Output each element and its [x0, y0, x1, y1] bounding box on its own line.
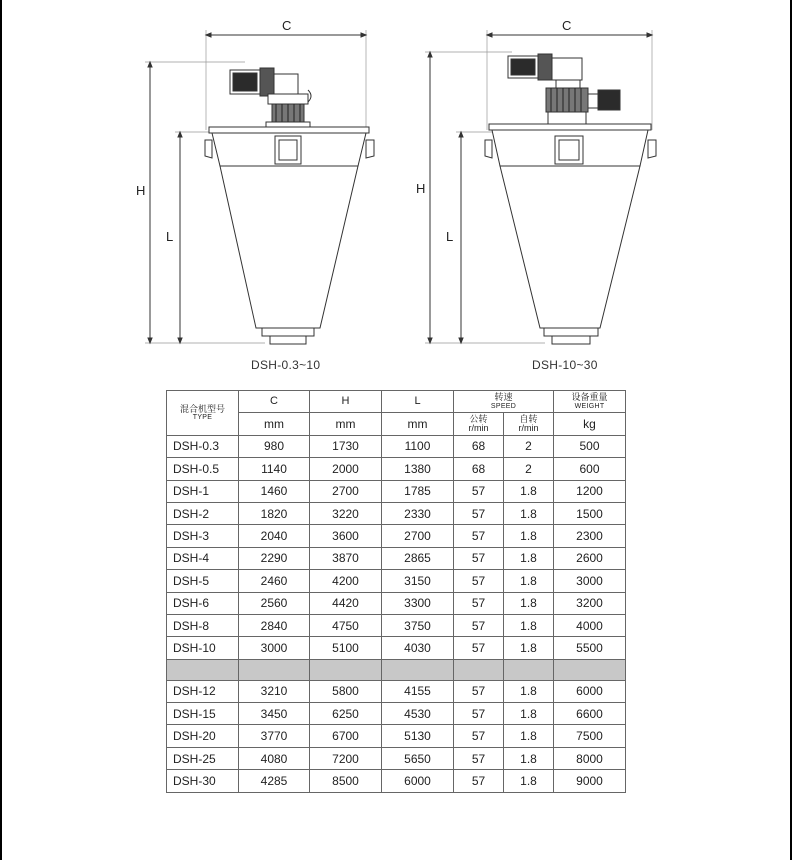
cell-l: 1785 [382, 480, 454, 502]
cell-type: DSH-15 [167, 703, 239, 725]
separator-cell [554, 659, 626, 680]
table-row [167, 637, 626, 659]
cell-l: 2330 [382, 502, 454, 524]
table-row [167, 435, 626, 457]
cell-revolution: 57 [454, 703, 504, 725]
cell-weight: 3000 [554, 570, 626, 592]
dim-l-label-left: L [166, 229, 174, 244]
table-row [167, 502, 626, 524]
table-row [167, 703, 626, 725]
cell-c: 2560 [239, 592, 310, 614]
cell-h: 2700 [310, 480, 382, 502]
cell-weight: 2300 [554, 525, 626, 547]
cell-type: DSH-25 [167, 747, 239, 769]
cell-type: DSH-30 [167, 770, 239, 792]
cell-weight: 1500 [554, 502, 626, 524]
header-weight: 设备重量 WEIGHT [554, 391, 626, 413]
cell-type: DSH-12 [167, 680, 239, 702]
separator-cell [167, 659, 239, 680]
unit-weight: kg [554, 413, 626, 435]
cell-c: 1140 [239, 458, 310, 480]
cell-l: 6000 [382, 770, 454, 792]
cell-revolution: 68 [454, 458, 504, 480]
cell-type: DSH-20 [167, 725, 239, 747]
cell-l: 5130 [382, 725, 454, 747]
cell-h: 5100 [310, 637, 382, 659]
spec-table [166, 390, 626, 793]
cell-revolution: 68 [454, 435, 504, 457]
separator-row [167, 659, 626, 680]
cell-h: 4420 [310, 592, 382, 614]
cell-c: 3000 [239, 637, 310, 659]
cell-c: 2040 [239, 525, 310, 547]
cell-revolution: 57 [454, 680, 504, 702]
cell-weight: 8000 [554, 747, 626, 769]
cell-revolution: 57 [454, 570, 504, 592]
cell-type: DSH-5 [167, 570, 239, 592]
cell-h: 5800 [310, 680, 382, 702]
cell-rotation: 1.8 [504, 680, 554, 702]
dim-h-label-left: H [136, 183, 146, 198]
technical-drawings [0, 0, 792, 385]
cell-c: 4080 [239, 747, 310, 769]
cell-weight: 500 [554, 435, 626, 457]
cell-rotation: 1.8 [504, 725, 554, 747]
header-h: H [310, 391, 382, 413]
table-row [167, 458, 626, 480]
cell-revolution: 57 [454, 614, 504, 636]
cell-rotation: 1.8 [504, 770, 554, 792]
cell-revolution: 57 [454, 637, 504, 659]
cell-rotation: 1.8 [504, 502, 554, 524]
table-row [167, 480, 626, 502]
cell-l: 4155 [382, 680, 454, 702]
cell-l: 3300 [382, 592, 454, 614]
unit-l: mm [382, 413, 454, 435]
dim-h-label-right: H [416, 181, 426, 196]
cell-l: 5650 [382, 747, 454, 769]
cell-weight: 6600 [554, 703, 626, 725]
cell-weight: 9000 [554, 770, 626, 792]
cell-c: 4285 [239, 770, 310, 792]
cell-type: DSH-3 [167, 525, 239, 547]
cell-l: 1100 [382, 435, 454, 457]
separator-cell [310, 659, 382, 680]
cell-rotation: 1.8 [504, 525, 554, 547]
header-c: C [239, 391, 310, 413]
cell-type: DSH-1 [167, 480, 239, 502]
cell-c: 980 [239, 435, 310, 457]
unit-revolution: 公转 r/min [454, 413, 504, 435]
cell-type: DSH-0.5 [167, 458, 239, 480]
header-type: 混合机型号 TYPE [167, 391, 239, 436]
cell-h: 6700 [310, 725, 382, 747]
cell-c: 3450 [239, 703, 310, 725]
unit-c: mm [239, 413, 310, 435]
cell-rotation: 1.8 [504, 480, 554, 502]
cell-type: DSH-6 [167, 592, 239, 614]
cell-rotation: 2 [504, 435, 554, 457]
cell-revolution: 57 [454, 547, 504, 569]
caption-right: DSH-10~30 [532, 358, 598, 372]
cell-h: 7200 [310, 747, 382, 769]
cell-h: 8500 [310, 770, 382, 792]
table-row [167, 525, 626, 547]
cell-c: 2460 [239, 570, 310, 592]
header-speed: 转速 SPEED [454, 391, 554, 413]
dim-c-label-right: C [562, 18, 572, 33]
cell-h: 3220 [310, 502, 382, 524]
cell-weight: 3200 [554, 592, 626, 614]
separator-cell [454, 659, 504, 680]
cell-c: 1460 [239, 480, 310, 502]
cell-revolution: 57 [454, 480, 504, 502]
cell-type: DSH-4 [167, 547, 239, 569]
cell-h: 4200 [310, 570, 382, 592]
cell-revolution: 57 [454, 525, 504, 547]
cell-weight: 1200 [554, 480, 626, 502]
table-row [167, 592, 626, 614]
drawing-left [145, 30, 374, 344]
cell-type: DSH-2 [167, 502, 239, 524]
cell-h: 4750 [310, 614, 382, 636]
cell-rotation: 1.8 [504, 614, 554, 636]
cell-rotation: 1.8 [504, 592, 554, 614]
cell-l: 1380 [382, 458, 454, 480]
unit-rotation: 自转 r/min [504, 413, 554, 435]
cell-type: DSH-8 [167, 614, 239, 636]
cell-h: 3600 [310, 525, 382, 547]
cell-h: 3870 [310, 547, 382, 569]
cell-l: 3150 [382, 570, 454, 592]
header-l: L [382, 391, 454, 413]
unit-h: mm [310, 413, 382, 435]
cell-c: 3770 [239, 725, 310, 747]
cell-rotation: 1.8 [504, 703, 554, 725]
cell-weight: 6000 [554, 680, 626, 702]
table-row [167, 614, 626, 636]
table-row [167, 570, 626, 592]
dim-l-label-right: L [446, 229, 454, 244]
cell-l: 3750 [382, 614, 454, 636]
cell-l: 2700 [382, 525, 454, 547]
table-row [167, 725, 626, 747]
cell-weight: 4000 [554, 614, 626, 636]
cell-l: 4530 [382, 703, 454, 725]
cell-l: 2865 [382, 547, 454, 569]
cell-c: 2840 [239, 614, 310, 636]
cell-revolution: 57 [454, 502, 504, 524]
cell-weight: 2600 [554, 547, 626, 569]
cell-l: 4030 [382, 637, 454, 659]
cell-rotation: 1.8 [504, 747, 554, 769]
cell-h: 1730 [310, 435, 382, 457]
cell-revolution: 57 [454, 747, 504, 769]
cell-revolution: 57 [454, 725, 504, 747]
table-row [167, 680, 626, 702]
cell-weight: 600 [554, 458, 626, 480]
dim-c-label-left: C [282, 18, 292, 33]
separator-cell [504, 659, 554, 680]
separator-cell [239, 659, 310, 680]
separator-cell [382, 659, 454, 680]
cell-rotation: 1.8 [504, 570, 554, 592]
cell-c: 1820 [239, 502, 310, 524]
cell-revolution: 57 [454, 592, 504, 614]
table-row [167, 770, 626, 792]
table-row [167, 747, 626, 769]
cell-rotation: 1.8 [504, 547, 554, 569]
cell-revolution: 57 [454, 770, 504, 792]
table-row [167, 547, 626, 569]
cell-h: 6250 [310, 703, 382, 725]
cell-c: 3210 [239, 680, 310, 702]
cell-weight: 5500 [554, 637, 626, 659]
cell-c: 2290 [239, 547, 310, 569]
cell-rotation: 1.8 [504, 637, 554, 659]
header-row [167, 391, 626, 413]
cell-type: DSH-10 [167, 637, 239, 659]
caption-left: DSH-0.3~10 [251, 358, 321, 372]
cell-h: 2000 [310, 458, 382, 480]
cell-rotation: 2 [504, 458, 554, 480]
drawing-right [425, 30, 656, 344]
cell-type: DSH-0.3 [167, 435, 239, 457]
cell-weight: 7500 [554, 725, 626, 747]
